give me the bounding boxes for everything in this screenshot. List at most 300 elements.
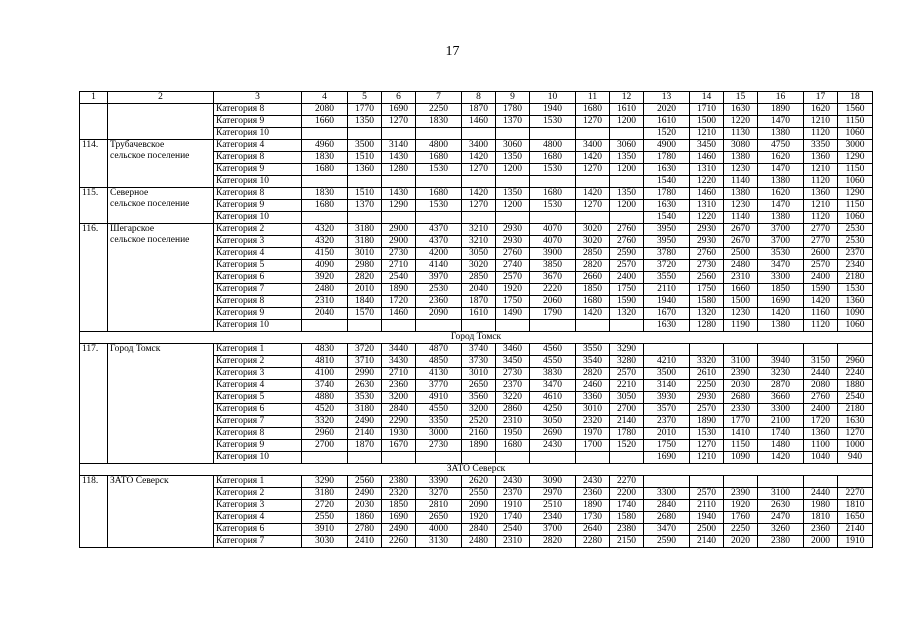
value-cell: 1280 [382,164,416,176]
value-cell [348,128,382,140]
column-header: 15 [724,92,758,104]
value-cell: 1120 [804,320,838,332]
value-cell: 2570 [496,272,530,284]
value-cell [610,452,644,464]
value-cell: 1920 [724,500,758,512]
value-cell: 2840 [644,500,690,512]
value-cell: 3700 [758,236,804,248]
value-cell: 2320 [382,488,416,500]
value-cell: 2360 [804,524,838,536]
value-cell: 3720 [644,260,690,272]
value-cell: 1430 [382,188,416,200]
value-cell: 1890 [576,500,610,512]
value-cell [416,128,462,140]
value-cell: 1590 [804,284,838,296]
value-cell: 2240 [838,368,873,380]
value-cell: 2390 [724,368,758,380]
value-cell: 2820 [576,260,610,272]
category-cell: Категория 2 [214,356,302,368]
value-cell: 3570 [644,404,690,416]
value-cell: 1270 [462,164,496,176]
value-cell: 2080 [804,380,838,392]
value-cell: 2430 [576,476,610,488]
value-cell: 2930 [690,392,724,404]
value-cell: 4550 [416,404,462,416]
table-row [80,104,873,116]
value-cell: 1220 [690,176,724,188]
value-cell: 2110 [644,284,690,296]
value-cell: 1690 [382,104,416,116]
value-cell: 1720 [382,296,416,308]
value-cell: 4200 [416,248,462,260]
value-cell: 2160 [462,428,496,440]
category-cell: Категория 6 [214,404,302,416]
value-cell: 4250 [530,404,576,416]
value-cell: 1090 [724,452,758,464]
value-cell: 2820 [576,368,610,380]
value-cell: 2680 [644,512,690,524]
value-cell: 2040 [302,308,348,320]
value-cell: 2530 [838,236,873,248]
value-cell: 1750 [496,296,530,308]
value-cell: 2570 [690,404,724,416]
value-cell [758,344,804,356]
value-cell: 1680 [496,440,530,452]
value-cell: 4560 [530,344,576,356]
value-cell: 1510 [348,152,382,164]
value-cell: 3360 [576,392,610,404]
category-cell: Категория 1 [214,344,302,356]
value-cell: 3200 [462,404,496,416]
value-cell [804,476,838,488]
value-cell [416,212,462,224]
value-cell: 2180 [838,272,873,284]
value-cell: 3150 [804,356,838,368]
value-cell: 2150 [610,536,644,548]
value-cell: 3460 [496,344,530,356]
settlement-name [108,476,214,548]
category-cell: Категория 5 [214,260,302,272]
table-row [80,476,873,488]
value-cell: 3350 [416,416,462,428]
value-cell: 1940 [530,104,576,116]
value-cell: 3910 [302,524,348,536]
value-cell: 2670 [724,236,758,248]
row-number: 118. [80,476,108,548]
value-cell: 1780 [496,104,530,116]
value-cell: 1350 [610,188,644,200]
value-cell: 2990 [348,368,382,380]
value-cell: 1200 [610,164,644,176]
column-header: 12 [610,92,644,104]
category-cell: Категория 4 [214,512,302,524]
value-cell: 1510 [348,188,382,200]
value-cell: 2760 [496,248,530,260]
value-cell [382,212,416,224]
value-cell: 2540 [838,392,873,404]
value-cell: 1540 [644,176,690,188]
settlement-name-line: сельское поселение [110,151,190,161]
value-cell: 1690 [382,512,416,524]
value-cell: 2590 [644,536,690,548]
column-header: 5 [348,92,382,104]
value-cell: 2980 [348,260,382,272]
value-cell: 2080 [302,104,348,116]
value-cell: 3560 [462,392,496,404]
value-cell: 1220 [690,212,724,224]
value-cell: 1520 [644,128,690,140]
value-cell: 2820 [530,536,576,548]
value-cell [530,212,576,224]
value-cell: 3440 [382,344,416,356]
value-cell: 1200 [610,200,644,212]
value-cell: 3230 [758,368,804,380]
value-cell: 1120 [804,212,838,224]
value-cell: 3730 [462,356,496,368]
value-cell: 3270 [416,488,462,500]
value-cell [302,176,348,188]
value-cell: 1350 [348,116,382,128]
value-cell: 1780 [610,428,644,440]
value-cell: 1890 [758,104,804,116]
value-cell: 1470 [758,116,804,128]
settlement-name-line: Шегарское [110,224,155,234]
category-cell: Категория 3 [214,368,302,380]
value-cell: 1780 [644,188,690,200]
value-cell: 1060 [838,320,873,332]
value-cell: 3050 [530,416,576,428]
category-cell: Категория 7 [214,284,302,296]
value-cell: 1650 [838,512,873,524]
column-header: 13 [644,92,690,104]
value-cell: 2840 [462,524,496,536]
settlement-name [108,344,214,464]
value-cell: 1520 [610,440,644,452]
value-cell: 1230 [724,308,758,320]
value-cell: 4880 [302,392,348,404]
value-cell: 3000 [838,140,873,152]
value-cell: 1890 [690,416,724,428]
value-cell: 1420 [462,152,496,164]
category-cell: Категория 5 [214,392,302,404]
value-cell: 1770 [348,104,382,116]
column-header: 9 [496,92,530,104]
value-cell: 2500 [724,248,758,260]
value-cell: 2930 [690,224,724,236]
value-cell: 1310 [690,164,724,176]
category-cell: Категория 1 [214,476,302,488]
value-cell: 1860 [348,512,382,524]
value-cell: 3080 [724,140,758,152]
table-row [80,224,873,236]
value-cell: 3950 [644,224,690,236]
value-cell: 1040 [804,452,838,464]
value-cell [644,344,690,356]
value-cell: 2310 [302,296,348,308]
value-cell [302,128,348,140]
value-cell: 2180 [838,404,873,416]
value-cell [462,212,496,224]
value-cell: 3100 [758,488,804,500]
settlement-name [108,188,214,224]
value-cell: 4090 [302,260,348,272]
value-cell: 2860 [496,404,530,416]
value-cell: 1750 [644,440,690,452]
value-cell: 2760 [690,248,724,260]
value-cell: 2440 [804,488,838,500]
column-header: 11 [576,92,610,104]
value-cell: 1680 [416,188,462,200]
value-cell [382,320,416,332]
value-cell: 1360 [804,428,838,440]
value-cell: 1530 [530,116,576,128]
value-cell: 1590 [610,296,644,308]
value-cell: 3020 [576,224,610,236]
value-cell: 1420 [462,188,496,200]
table-row [80,188,873,200]
value-cell [576,212,610,224]
value-cell: 2110 [690,500,724,512]
settlement-name-line: ЗАТО Северск [110,476,169,486]
value-cell: 1270 [576,116,610,128]
value-cell: 3550 [644,272,690,284]
value-cell [302,320,348,332]
value-cell: 2010 [644,428,690,440]
value-cell [416,176,462,188]
value-cell: 1210 [690,452,724,464]
value-cell: 3970 [416,272,462,284]
value-cell: 1270 [576,200,610,212]
value-cell: 1230 [724,200,758,212]
value-cell: 2730 [496,368,530,380]
value-cell: 1460 [690,152,724,164]
category-cell: Категория 2 [214,224,302,236]
value-cell: 2930 [496,236,530,248]
value-cell: 1320 [610,308,644,320]
value-cell: 1630 [838,416,873,428]
value-cell: 2700 [610,404,644,416]
column-header: 10 [530,92,576,104]
value-cell: 2340 [530,512,576,524]
value-cell: 2310 [496,536,530,548]
value-cell: 1530 [838,284,873,296]
value-cell: 1680 [416,152,462,164]
value-cell: 2630 [348,380,382,392]
value-cell: 1530 [690,428,724,440]
value-cell: 3670 [530,272,576,284]
category-cell: Категория 10 [214,128,302,140]
value-cell: 2270 [838,488,873,500]
value-cell: 2100 [758,416,804,428]
value-cell [462,452,496,464]
row-number: 116. [80,224,108,332]
value-cell: 4070 [530,224,576,236]
value-cell: 2370 [496,488,530,500]
value-cell: 2040 [462,284,496,296]
value-cell: 3660 [758,392,804,404]
column-header: 6 [382,92,416,104]
value-cell: 3450 [690,140,724,152]
settlement-name-line: сельское поселение [110,199,190,209]
value-cell: 1380 [724,188,758,200]
value-cell: 2960 [838,356,873,368]
value-cell: 1680 [576,104,610,116]
value-cell [416,320,462,332]
value-cell: 1270 [838,428,873,440]
value-cell: 4550 [530,356,576,368]
value-cell [348,452,382,464]
value-cell [530,176,576,188]
row-number: 115. [80,188,108,224]
value-cell: 1320 [690,308,724,320]
value-cell: 1460 [382,308,416,320]
value-cell [610,128,644,140]
value-cell: 2310 [496,416,530,428]
value-cell: 2570 [804,260,838,272]
value-cell [576,320,610,332]
value-cell: 2490 [348,416,382,428]
value-cell: 1910 [496,500,530,512]
value-cell: 2480 [724,260,758,272]
value-cell: 1740 [758,428,804,440]
value-cell: 3740 [302,380,348,392]
section-row [80,464,873,476]
value-cell: 2850 [462,272,496,284]
value-cell: 1630 [724,104,758,116]
category-cell: Категория 8 [214,152,302,164]
value-cell: 1150 [838,116,873,128]
value-cell: 1500 [724,296,758,308]
value-cell: 1940 [690,512,724,524]
value-cell: 1470 [758,164,804,176]
value-cell: 1270 [690,440,724,452]
value-cell: 4000 [416,524,462,536]
value-cell: 4830 [302,344,348,356]
value-cell: 2030 [348,500,382,512]
value-cell: 1830 [302,188,348,200]
category-cell: Категория 8 [214,296,302,308]
table-row [80,344,873,356]
value-cell [690,476,724,488]
value-cell: 4130 [416,368,462,380]
value-cell: 2540 [496,524,530,536]
value-cell: 1420 [576,308,610,320]
value-cell [838,344,873,356]
value-cell: 3300 [758,272,804,284]
value-cell: 2360 [576,488,610,500]
value-cell: 3180 [348,236,382,248]
value-cell: 1810 [804,512,838,524]
category-cell: Категория 6 [214,524,302,536]
value-cell: 2930 [690,236,724,248]
value-cell: 3770 [416,380,462,392]
settlement-name [108,104,214,140]
value-cell: 2620 [462,476,496,488]
value-cell [610,320,644,332]
value-cell: 1290 [838,152,873,164]
value-cell: 1350 [610,152,644,164]
value-cell: 1160 [804,308,838,320]
value-cell: 1360 [348,164,382,176]
value-cell: 3010 [348,248,382,260]
value-cell: 3830 [530,368,576,380]
value-cell: 1690 [758,296,804,308]
value-cell: 2770 [804,224,838,236]
value-cell: 1620 [758,188,804,200]
column-header: 18 [838,92,873,104]
value-cell: 3320 [302,416,348,428]
value-cell: 1530 [416,200,462,212]
value-cell: 3180 [302,488,348,500]
value-cell [462,128,496,140]
value-cell: 1670 [644,308,690,320]
value-cell: 940 [838,452,873,464]
value-cell: 3390 [416,476,462,488]
value-cell: 1870 [462,296,496,308]
value-cell: 1780 [644,152,690,164]
value-cell: 2320 [576,416,610,428]
value-cell: 1150 [724,440,758,452]
value-cell: 1000 [838,440,873,452]
value-cell: 1210 [804,116,838,128]
value-cell: 4070 [530,236,576,248]
value-cell: 1140 [724,176,758,188]
value-cell [382,128,416,140]
category-cell: Категория 7 [214,536,302,548]
value-cell: 2930 [496,224,530,236]
value-cell: 2840 [382,404,416,416]
value-cell: 1460 [462,116,496,128]
value-cell: 1210 [690,128,724,140]
value-cell: 4800 [530,140,576,152]
value-cell: 2400 [804,404,838,416]
header-row [80,92,873,104]
value-cell: 1920 [496,284,530,296]
value-cell: 2760 [610,236,644,248]
value-cell: 1290 [382,200,416,212]
value-cell [576,128,610,140]
value-cell [576,452,610,464]
value-cell [496,212,530,224]
value-cell: 4870 [416,344,462,356]
value-cell: 2280 [576,536,610,548]
value-cell: 2640 [576,524,610,536]
value-cell: 3530 [758,248,804,260]
value-cell: 2210 [610,380,644,392]
value-cell [348,320,382,332]
value-cell: 3030 [302,536,348,548]
value-cell: 3020 [462,260,496,272]
value-cell [530,452,576,464]
value-cell: 3290 [302,476,348,488]
value-cell: 3920 [302,272,348,284]
value-cell: 3060 [610,140,644,152]
value-cell: 1200 [496,200,530,212]
value-cell: 1810 [838,500,873,512]
column-header: 14 [690,92,724,104]
value-cell: 2020 [644,104,690,116]
column-header: 7 [416,92,462,104]
value-cell: 3700 [530,524,576,536]
value-cell: 1200 [610,116,644,128]
value-cell: 1360 [804,152,838,164]
value-cell: 2260 [382,536,416,548]
value-cell: 3300 [758,404,804,416]
value-cell [462,176,496,188]
value-cell: 1280 [690,320,724,332]
category-cell: Категория 6 [214,272,302,284]
row-number [80,104,108,140]
